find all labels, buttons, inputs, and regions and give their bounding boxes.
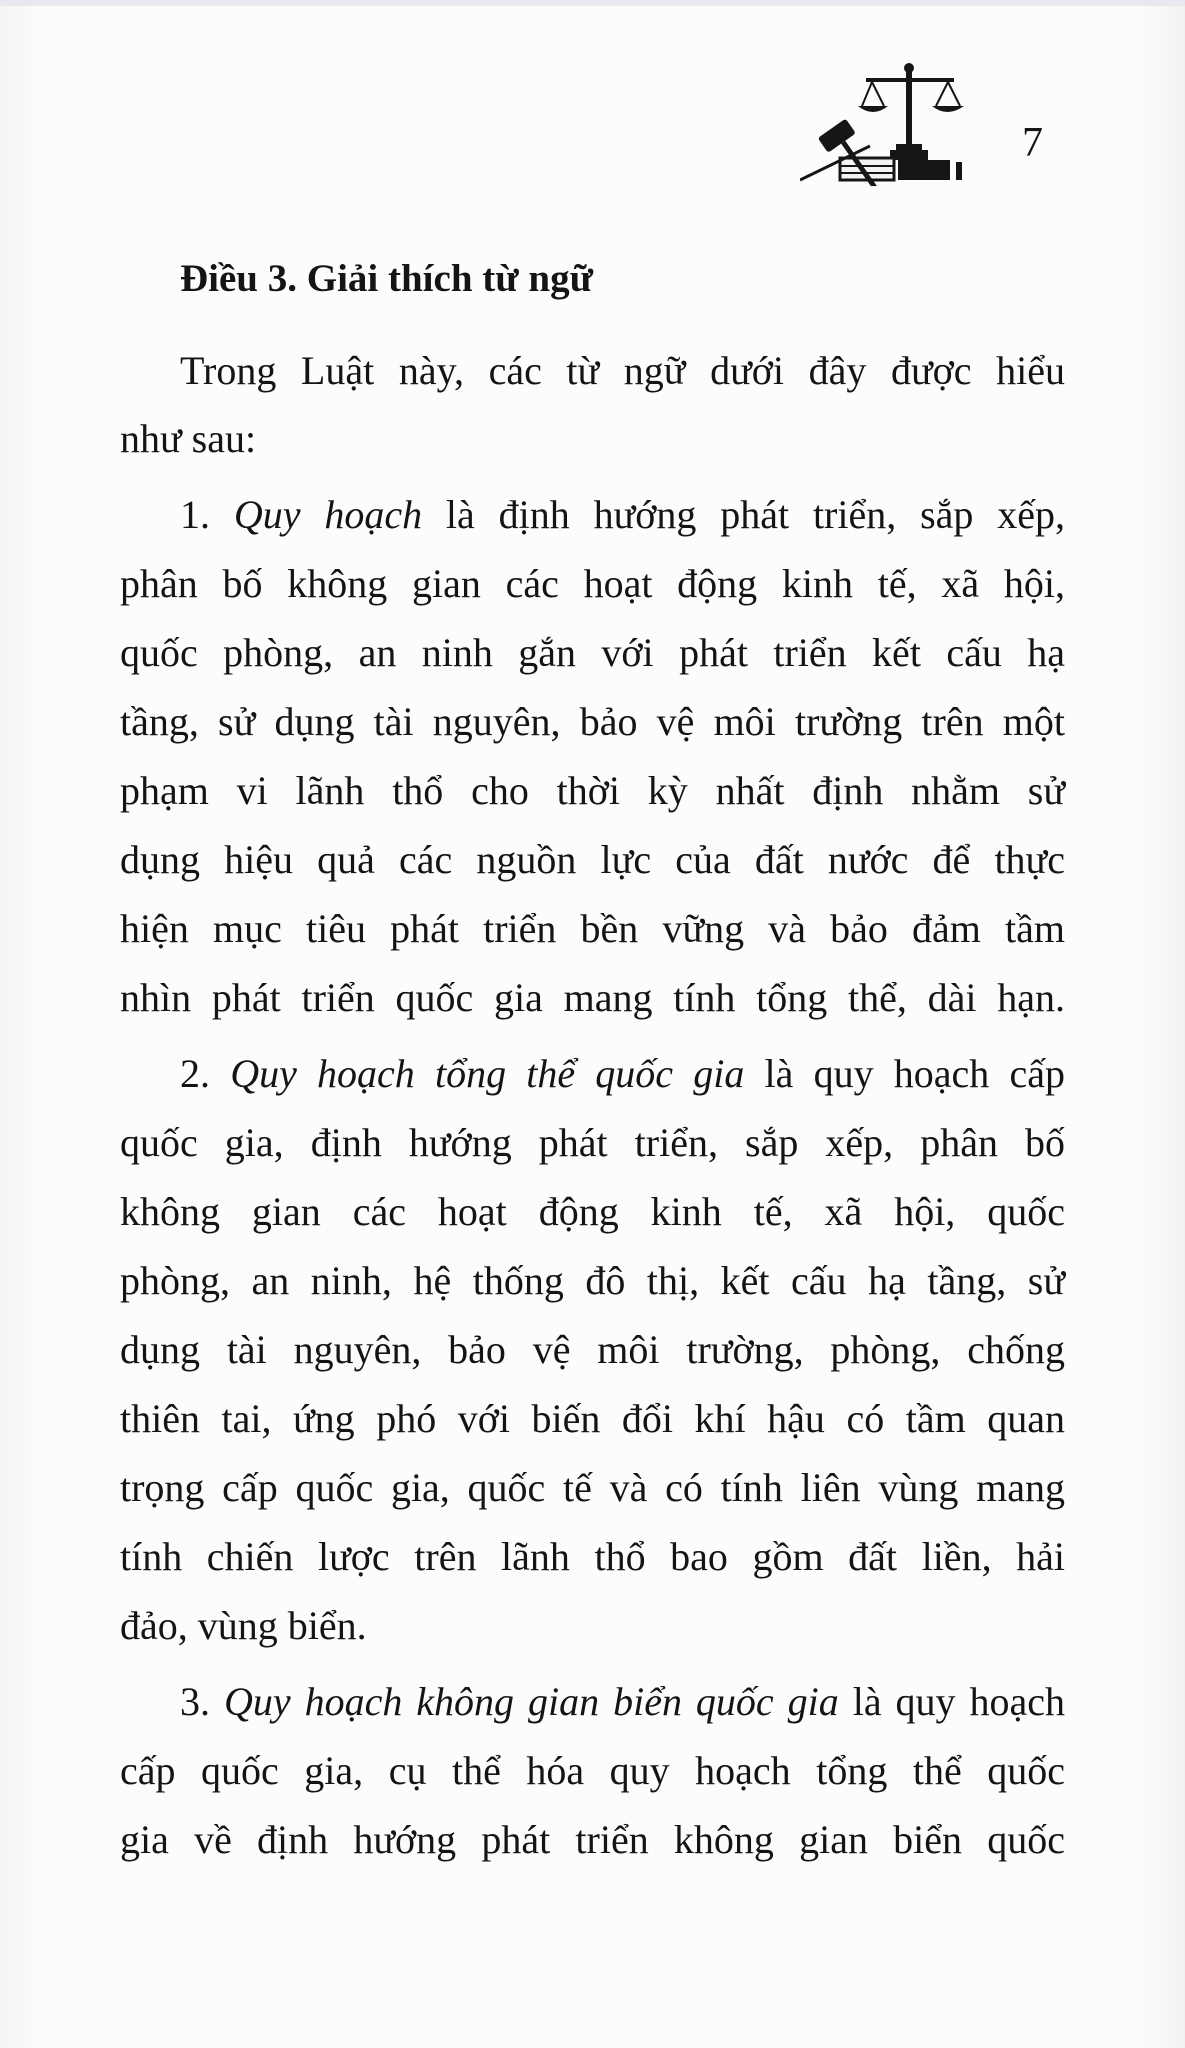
paragraph-line: trọng cấp quốc gia, quốc tế và có tính liên vùng mang	[120, 1465, 1065, 1510]
item-2-first-line	[180, 1049, 1065, 1099]
paragraph-line: dụng tài nguyên, bảo vệ môi trường, phòng, chống	[120, 1327, 1065, 1372]
paragraph-line: tính chiến lược trên lãnh thổ bao gồm đất liền, hải	[120, 1534, 1065, 1579]
paragraph-line: cấp quốc gia, cụ thể hóa quy hoạch tổng thể quốc	[120, 1748, 1065, 1793]
item-number: 1.	[180, 492, 234, 537]
paragraph-line: nhìn phát triển quốc gia mang tính tổng thể, dài hạn.	[120, 975, 1065, 1020]
paragraph-line: quốc gia, định hướng phát triển, sắp xếp, phân bố	[120, 1120, 1065, 1165]
item-number: 2.	[180, 1051, 231, 1096]
definition-text: là định hướng phát triển, sắp xếp,	[422, 492, 1065, 537]
item-1-first-line	[180, 490, 1065, 540]
scales-and-gavel-icon	[800, 62, 980, 186]
defined-term: Quy hoạch tổng thể quốc gia	[230, 1051, 745, 1096]
defined-term: Quy hoạch không gian biển quốc gia	[223, 1679, 839, 1724]
paragraph-line: quốc phòng, an ninh gắn với phát triển kết cấu hạ	[120, 630, 1065, 675]
definition-text: là quy hoạch	[838, 1679, 1066, 1724]
paragraph-line: phân bố không gian các hoạt động kinh tế, xã hội,	[120, 561, 1065, 606]
paragraph-line: phòng, an ninh, hệ thống đô thị, kết cấu hạ tầng, sử	[120, 1258, 1065, 1303]
article-heading: Điều 3. Giải thích từ ngữ	[180, 257, 594, 300]
page-top-edge	[0, 0, 1185, 6]
item-number: 3.	[180, 1679, 224, 1724]
paragraph-line: tầng, sử dụng tài nguyên, bảo vệ môi trường trên một	[120, 699, 1065, 744]
paragraph-line: phạm vi lãnh thổ cho thời kỳ nhất định nhằm sử	[120, 768, 1065, 813]
paragraph-line: gia về định hướng phát triển không gian biển quốc	[120, 1817, 1065, 1862]
intro-line: như sau:	[120, 416, 257, 461]
defined-term: Quy hoạch	[233, 492, 423, 537]
definition-text: là quy hoạch cấp	[744, 1051, 1065, 1096]
paragraph-line: không gian các hoạt động kinh tế, xã hội, quốc	[120, 1189, 1065, 1234]
paragraph-line: dụng hiệu quả các nguồn lực của đất nước để thực	[120, 837, 1065, 882]
page-number: 7	[1022, 120, 1043, 166]
paragraph-line: thiên tai, ứng phó với biến đổi khí hậu có tầm quan	[120, 1396, 1065, 1441]
paragraph-line: đảo, vùng biển.	[120, 1603, 367, 1648]
item-3-first-line	[180, 1677, 1065, 1727]
paragraph-line: hiện mục tiêu phát triển bền vững và bảo đảm tầm	[120, 906, 1065, 951]
intro-line: Trong Luật này, các từ ngữ dưới đây được hiểu	[180, 348, 1065, 393]
